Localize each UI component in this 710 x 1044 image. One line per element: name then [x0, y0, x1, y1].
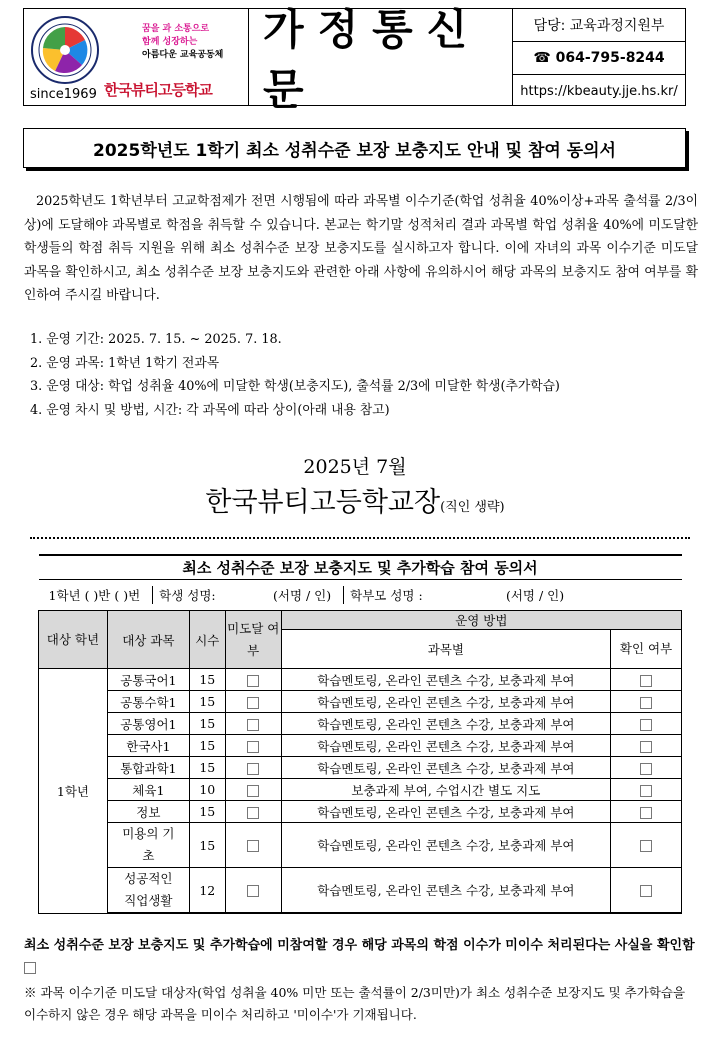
school-logo-box — [23, 8, 249, 106]
list-item: 3. 운영 대상: 학업 성취율 40%에 미달한 학생(보충지도), 출석률 2/3에 미달한 학생(추가학습) — [30, 379, 560, 394]
col-grade: 대상 학년 — [39, 611, 108, 669]
subject-cell: 공통수학1 — [107, 691, 189, 713]
department: 담당: 교육과정지원부 — [513, 9, 685, 42]
subject-cell: 공통국어1 — [107, 669, 189, 691]
page-title-box — [248, 5, 513, 114]
school-url[interactable]: https://kbeauty.jje.hs.kr/ — [520, 83, 678, 99]
confirm-checkbox[interactable] — [640, 741, 652, 753]
confirm-checkbox-cell — [611, 735, 682, 757]
footnote: ※ 과목 이수기준 미도달 대상자(학업 성취율 40% 미만 또는 출석률이 2/3미만)가 최소 성취수준 보장지도 및 추가학습을 이수하지 않은 경우 해당 과목을 미이수 처리하고 '미이수'가 기재됩니다. — [24, 985, 686, 1022]
hours-cell: 15 — [189, 801, 225, 823]
not-met-checkbox[interactable] — [247, 763, 259, 775]
subject-cell: 체육1 — [107, 779, 189, 801]
issue-date: 2025년 7월 — [303, 456, 407, 478]
hours-cell: 15 — [189, 823, 225, 868]
principal-name: 한국뷰티고등학교장 — [205, 487, 441, 518]
method-cell: 보충과제 부여, 수업시간 별도 지도 — [281, 779, 610, 801]
table-row — [39, 823, 682, 868]
student-name-field[interactable] — [152, 586, 331, 604]
col-confirm: 확인 여부 — [611, 630, 682, 669]
col-subject: 대상 과목 — [107, 611, 189, 669]
not-met-checkbox-cell — [225, 691, 281, 713]
confirm-checkbox[interactable] — [640, 840, 652, 852]
method-cell: 학습멘토링, 온라인 콘텐츠 수강, 보충과제 부여 — [281, 868, 610, 914]
confirm-checkbox-cell — [611, 801, 682, 823]
not-met-checkbox-cell — [225, 868, 281, 914]
table-row — [39, 868, 682, 914]
method-cell: 학습멘토링, 온라인 콘텐츠 수강, 보충과제 부여 — [281, 691, 610, 713]
confirm-checkbox[interactable] — [640, 763, 652, 775]
intro-text: 2025학년도 1학년부터 고교학점제가 전면 시행됨에 따라 과목별 이수기준(학업 성취율 40%이상+과목 출석률 2/3이상)에 도달해야 과목별로 학점을 취득할 수 있습니다. 본교는 학기말 성적처리 결과 과목별 학업 성취율 40%에 미도달한 학생들의 학점 취득 지원을 위해 최소 성취수준 보장 보충지도를 실시하고자 합니다. 이에 자녀의 과목 이수기준 미도달 과목을 확인하시고, 최소 성취수준 보장 보충지도와 관련한 아래 사항에 유의하시어 해당 과목의 보충지도 참여 여부를 확인하여 주시길 바랍니다. — [24, 194, 698, 303]
acknowledgement-note — [24, 935, 700, 979]
subject-cell: 성공적인 직업생활 — [107, 868, 189, 914]
phone-number: ☎ 064-795-8244 — [513, 42, 685, 75]
since-label: since1969 — [30, 87, 97, 102]
student-name-label: 학생 성명: — [159, 588, 216, 603]
contact-info-box — [512, 8, 686, 106]
hours-cell: 10 — [189, 779, 225, 801]
not-met-checkbox[interactable] — [247, 885, 259, 897]
table-row — [39, 669, 682, 691]
confirm-checkbox[interactable] — [640, 675, 652, 687]
col-not-met: 미도달 여부 — [225, 611, 281, 669]
seal-note: (직인 생략) — [440, 500, 505, 515]
method-cell: 학습멘토링, 온라인 콘텐츠 수강, 보충과제 부여 — [281, 713, 610, 735]
intro-paragraph — [24, 190, 698, 308]
confirm-checkbox[interactable] — [640, 697, 652, 709]
signature-row — [39, 580, 682, 611]
not-met-checkbox-cell — [225, 713, 281, 735]
method-cell: 학습멘토링, 온라인 콘텐츠 수강, 보충과제 부여 — [281, 669, 610, 691]
slogan-line-3: 아름다운 교육공동체 — [142, 50, 224, 60]
student-sign-label: (서명 / 인) — [273, 588, 332, 603]
not-met-checkbox-cell — [225, 735, 281, 757]
list-item: 2. 운영 과목: 1학년 1학기 전과목 — [30, 355, 220, 371]
slogan-line-2: 함께 성장하는 — [142, 37, 198, 47]
consent-form — [38, 554, 682, 914]
consent-table — [38, 554, 682, 914]
confirm-checkbox-cell — [611, 779, 682, 801]
principal-signature — [0, 480, 710, 519]
confirm-checkbox[interactable] — [640, 807, 652, 819]
col-method: 과목별 — [281, 630, 610, 669]
hours-cell: 15 — [189, 735, 225, 757]
acknowledgement-checkbox[interactable] — [24, 962, 36, 974]
school-slogan — [142, 23, 246, 62]
confirm-checkbox[interactable] — [640, 885, 652, 897]
method-cell: 학습멘토링, 온라인 콘텐츠 수강, 보충과제 부여 — [281, 801, 610, 823]
school-name-logo: 한국뷰티고등학교 — [104, 81, 212, 99]
confirm-checkbox-cell — [611, 868, 682, 914]
subject-cell: 정보 — [107, 801, 189, 823]
header — [23, 5, 686, 114]
not-met-checkbox-cell — [225, 779, 281, 801]
subject-cell: 공통영어1 — [107, 713, 189, 735]
table-row — [39, 801, 682, 823]
school-emblem-icon — [30, 15, 100, 85]
not-met-checkbox[interactable] — [247, 741, 259, 753]
cut-line — [30, 537, 690, 539]
parent-name-field[interactable] — [343, 586, 564, 604]
not-met-checkbox[interactable] — [247, 675, 259, 687]
method-cell: 학습멘토링, 온라인 콘텐츠 수강, 보충과제 부여 — [281, 757, 610, 779]
col-method-group: 운영 방법 — [281, 611, 681, 630]
hours-cell: 15 — [189, 757, 225, 779]
hours-cell: 15 — [189, 669, 225, 691]
col-hours: 시수 — [189, 611, 225, 669]
not-met-checkbox[interactable] — [247, 719, 259, 731]
confirm-checkbox-cell — [611, 691, 682, 713]
parent-name-label: 학부모 성명 : — [350, 588, 423, 603]
not-met-checkbox[interactable] — [247, 840, 259, 852]
not-met-checkbox[interactable] — [247, 785, 259, 797]
confirm-checkbox-cell — [611, 757, 682, 779]
not-met-checkbox[interactable] — [247, 807, 259, 819]
list-item: 1. 운영 기간: 2025. 7. 15. ~ 2025. 7. 18. — [30, 332, 282, 347]
table-row — [39, 757, 682, 779]
confirm-checkbox-cell — [611, 713, 682, 735]
subject-cell: 통합과학1 — [107, 757, 189, 779]
table-row — [39, 735, 682, 757]
confirm-checkbox-cell — [611, 669, 682, 691]
grade-cell: 1학년 — [39, 669, 108, 914]
not-met-checkbox-cell — [225, 801, 281, 823]
subject-cell: 한국사1 — [107, 735, 189, 757]
not-met-checkbox-cell — [225, 823, 281, 868]
info-list — [30, 328, 560, 422]
slogan-line-1: 꿈을 과 소통으로 — [142, 24, 210, 34]
not-met-checkbox-cell — [225, 757, 281, 779]
not-met-checkbox-cell — [225, 669, 281, 691]
confirm-checkbox[interactable] — [640, 785, 652, 797]
method-cell: 학습멘토링, 온라인 콘텐츠 수강, 보충과제 부여 — [281, 735, 610, 757]
table-row — [39, 779, 682, 801]
section-title: 2025학년도 1학기 최소 성취수준 보장 보충지도 안내 및 참여 동의서 — [23, 128, 686, 168]
page-title: 가정통신문 — [263, 5, 482, 114]
not-met-checkbox[interactable] — [247, 697, 259, 709]
class-number-field[interactable]: 1학년 ( )반 ( )번 — [48, 588, 141, 603]
hours-cell: 15 — [189, 691, 225, 713]
list-item: 4. 운영 차시 및 방법, 시간: 각 과목에 따라 상이(아래 내용 참고) — [30, 402, 390, 418]
parent-sign-label: (서명 / 인) — [505, 588, 565, 603]
confirm-checkbox-cell — [611, 823, 682, 868]
table-row — [39, 691, 682, 713]
method-cell: 학습멘토링, 온라인 콘텐츠 수강, 보충과제 부여 — [281, 823, 610, 868]
hours-cell: 12 — [189, 868, 225, 914]
subject-cell: 미용의 기초 — [107, 823, 189, 868]
table-row — [39, 713, 682, 735]
acknowledgement-text: 최소 성취수준 보장 보충지도 및 추가학습에 미참여할 경우 해당 과목의 학점 이수가 미이수 처리된다는 사실을 확인함 — [24, 938, 695, 953]
form-title: 최소 성취수준 보장 보충지도 및 추가학습 참여 동의서 — [39, 555, 682, 580]
confirm-checkbox[interactable] — [640, 719, 652, 731]
hours-cell: 15 — [189, 713, 225, 735]
